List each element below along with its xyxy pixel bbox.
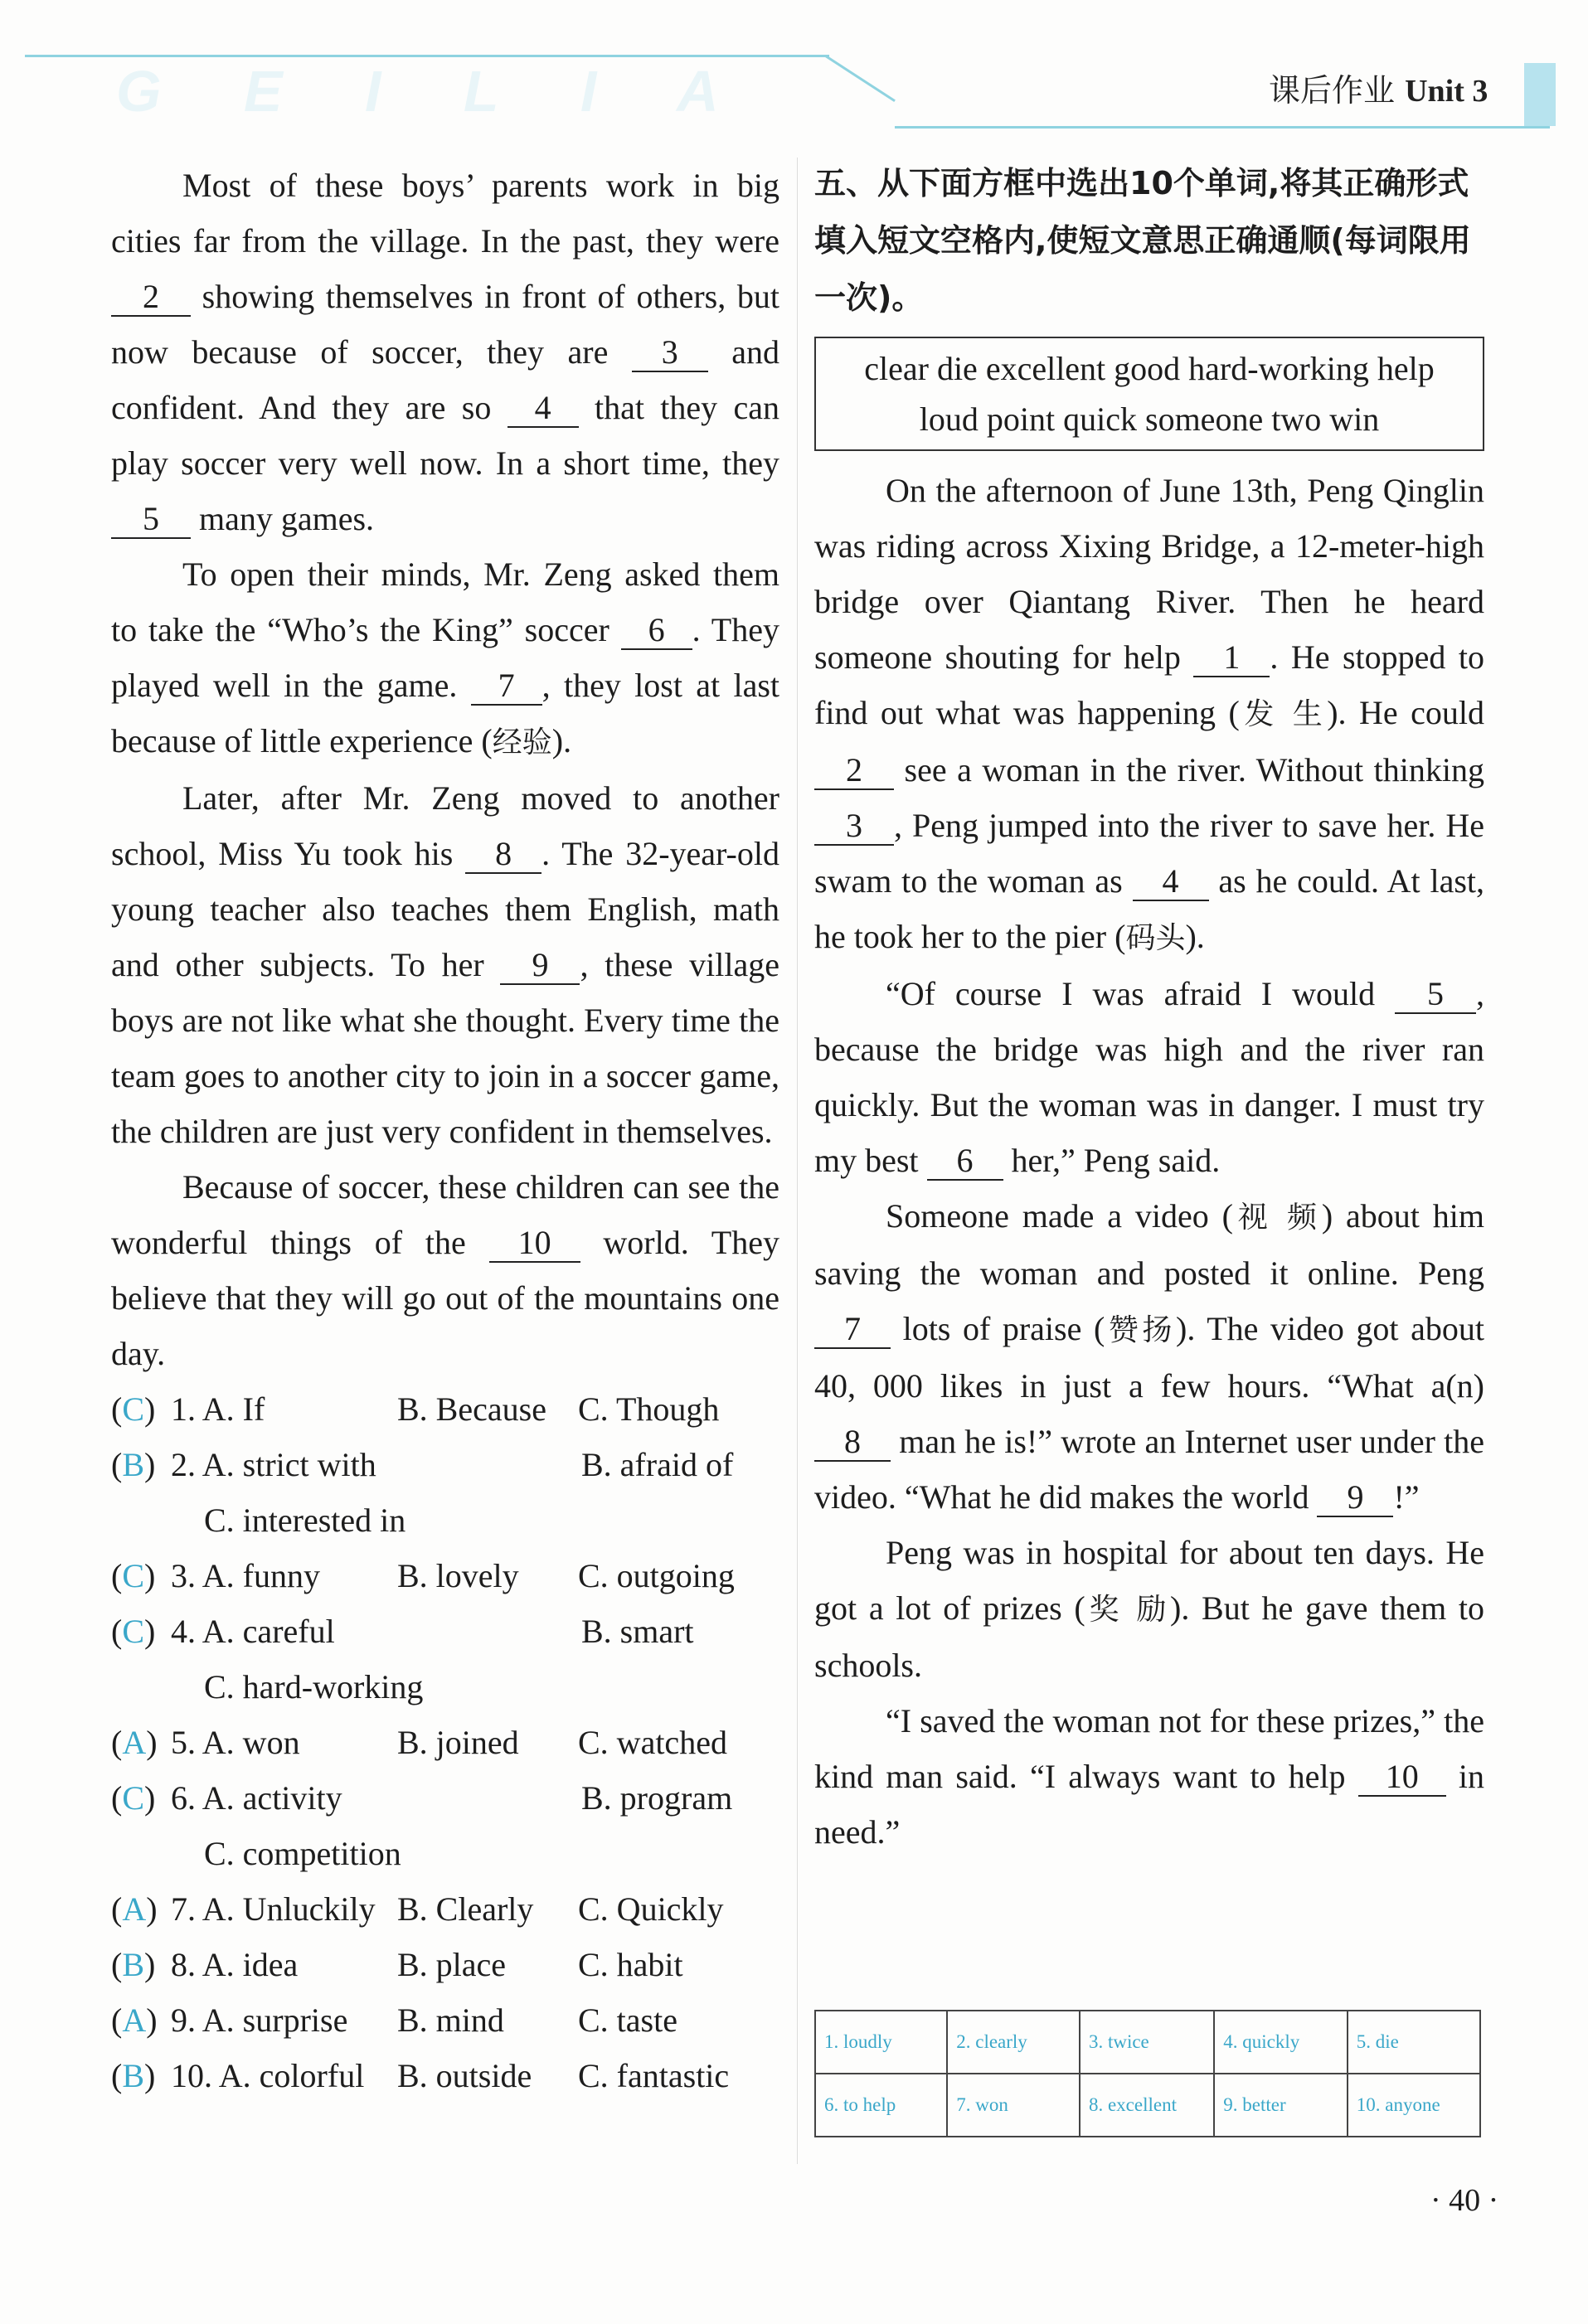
option-row: (B) 2. A. strict with B. afraid of xyxy=(111,1437,779,1492)
blank-7: 7 xyxy=(471,667,542,706)
answer-row-2 xyxy=(815,2074,1480,2137)
option-row: (B) 8. A. idea B. place C. habit xyxy=(111,1937,779,1992)
passage-paragraph-2: “Of course I was afraid I would 5 , because the bridge was high and the river ran quickly. But the woman was in danger. I must try my best 6 her,” Peng said. xyxy=(814,975,1484,1179)
answer-cell: 3. twice xyxy=(1080,2011,1214,2074)
page-number: · 40 · xyxy=(1430,2183,1499,2218)
blank-5: 5 xyxy=(1395,976,1476,1014)
blank-3: 3 xyxy=(814,808,894,846)
answer-cell: 7. won xyxy=(947,2074,1080,2137)
page-header-title xyxy=(1269,65,1488,110)
blank-3: 3 xyxy=(632,334,708,372)
option-row: (A) 5. A. won B. joined C. watched xyxy=(111,1715,779,1770)
word-bank-line-1: clear die excellent good hard-working help xyxy=(864,350,1435,387)
header-title-zh: 课后作业 xyxy=(1269,72,1396,109)
blank-6: 6 xyxy=(621,612,692,650)
answer-key: (B) xyxy=(111,1446,156,1483)
blank-2: 2 xyxy=(111,279,191,317)
header-watermark: G E I L I A xyxy=(116,59,752,124)
answer-key: (A) xyxy=(111,1890,158,1928)
option-row: (C) 6. A. activity B. program xyxy=(111,1770,779,1826)
answer-key-table xyxy=(814,2010,1481,2137)
blank-10: 10 xyxy=(489,1225,580,1263)
passage-paragraph-1: Most of these boys’ parents work in big cities far from the village. In the past, they were 2 showing themselves in front of others, but now because of soccer, they are 3 and confident. And they are so 4 that they can play soccer very well now. In a short time, they 5 many games. xyxy=(111,167,780,537)
passage-paragraph-2: To open their minds, Mr. Zeng asked them to take the “Who’s the King” soccer 6 . They played well in the game. 7 , they lost at last because of little experience (经验). xyxy=(111,556,780,759)
option-row: (C) 4. A. careful B. smart xyxy=(111,1604,779,1659)
left-column xyxy=(111,158,779,2103)
blank-10: 10 xyxy=(1358,1759,1446,1797)
blank-5: 5 xyxy=(111,501,191,539)
answer-key: (A) xyxy=(111,1724,158,1761)
blank-9: 9 xyxy=(500,947,580,985)
header-rule xyxy=(25,55,829,57)
answer-cell: 9. better xyxy=(1214,2074,1348,2137)
header-tab-marker xyxy=(1524,63,1556,126)
section-title: 五、从下面方框中选出10个单词,将其正确形式填入短文空格内,使短文意思正确通顺(每词限用一次)。 xyxy=(814,165,1471,316)
answer-key: (C) xyxy=(111,1779,156,1817)
blank-1: 1 xyxy=(1193,639,1270,677)
word-bank-line-2: loud point quick someone two win xyxy=(919,400,1380,438)
passage-paragraph-5: “I saved the woman not for these prizes,” the kind man said. “I always want to help 10 in need.” xyxy=(814,1702,1484,1851)
answer-key: (C) xyxy=(111,1557,156,1594)
passage-paragraph-3: Someone made a video (视 频) about him saving the woman and posted it online. Peng 7 lots of praise (赞扬). The video got about 40, 000 likes in just a few hours. “What a(n) 8 man he is!” wrote an Internet user under the video. “What he did makes the world 9 !” xyxy=(814,1197,1484,1516)
answer-cell: 8. excellent xyxy=(1080,2074,1214,2137)
option-row: (C) 3. A. funny B. lovely C. outgoing xyxy=(111,1548,779,1604)
column-divider xyxy=(797,158,798,2164)
word-bank-box xyxy=(814,337,1484,451)
passage-paragraph-1: On the afternoon of June 13th, Peng Qinglin was riding across Xixing Bridge, a 12-meter-high bridge over Qiantang River. Then he heard someone shouting for help 1 . He stopped to find out what was happening (发 生). He could 2 see a woman in the river. Without thinking 3 , Peng jumped into the river to save her. He swam to the woman as 4 as he could. At last, he took her to the pier (码头). xyxy=(814,472,1485,955)
answer-cell: 4. quickly xyxy=(1214,2011,1348,2074)
answer-key: (C) xyxy=(111,1390,156,1428)
answer-key: (A) xyxy=(111,2001,158,2039)
answer-cell: 2. clearly xyxy=(947,2011,1080,2074)
header-rule-slant xyxy=(824,55,896,102)
blank-2: 2 xyxy=(814,752,894,790)
header-title-unit: Unit 3 xyxy=(1405,74,1488,109)
right-column xyxy=(814,158,1484,1860)
header-rule-right xyxy=(895,126,1550,129)
passage-paragraph-4: Because of soccer, these children can see the wonderful things of the 10 world. They believe that they will go out of the mountains one day. xyxy=(111,1168,779,1372)
option-row: (C) 1. A. If B. Because C. Though xyxy=(111,1381,779,1437)
option-row: (A) 9. A. surprise B. mind C. taste xyxy=(111,1992,779,2048)
blank-9: 9 xyxy=(1317,1479,1393,1517)
option-row-continued: C. hard-working xyxy=(204,1668,424,1705)
option-row: (A) 7. A. Unluckily B. Clearly C. Quickly xyxy=(111,1881,779,1937)
answer-cell: 1. loudly xyxy=(815,2011,947,2074)
option-row: (B) 10. A. colorful B. outside C. fantastic xyxy=(111,2048,779,2103)
options-list xyxy=(111,1381,779,2103)
passage-paragraph-3: Later, after Mr. Zeng moved to another school, Miss Yu took his 8 . The 32-year-old young teacher also teaches them English, math and other subjects. To her 9 , these village boys are not like what she thought. Every time the team goes to another city to join in a soccer game, the children are just very confident in themselves. xyxy=(111,779,779,1150)
answer-key: (C) xyxy=(111,1613,156,1650)
blank-4: 4 xyxy=(1133,863,1209,901)
passage-paragraph-4: Peng was in hospital for about ten days. He got a lot of prizes (奖 励). But he gave them to schools. xyxy=(814,1534,1485,1684)
blank-4: 4 xyxy=(507,390,579,428)
option-row-continued: C. competition xyxy=(204,1835,401,1872)
answer-cell: 5. die xyxy=(1348,2011,1480,2074)
answer-cell: 6. to help xyxy=(815,2074,947,2137)
answer-row-1 xyxy=(815,2011,1480,2074)
answer-cell: 10. anyone xyxy=(1348,2074,1480,2137)
answer-key: (B) xyxy=(111,2057,156,2094)
answer-key: (B) xyxy=(111,1946,156,1983)
blank-8: 8 xyxy=(814,1424,891,1462)
blank-7: 7 xyxy=(814,1311,891,1349)
blank-8: 8 xyxy=(465,836,541,874)
blank-6: 6 xyxy=(927,1143,1003,1181)
option-row-continued: C. interested in xyxy=(204,1502,406,1539)
